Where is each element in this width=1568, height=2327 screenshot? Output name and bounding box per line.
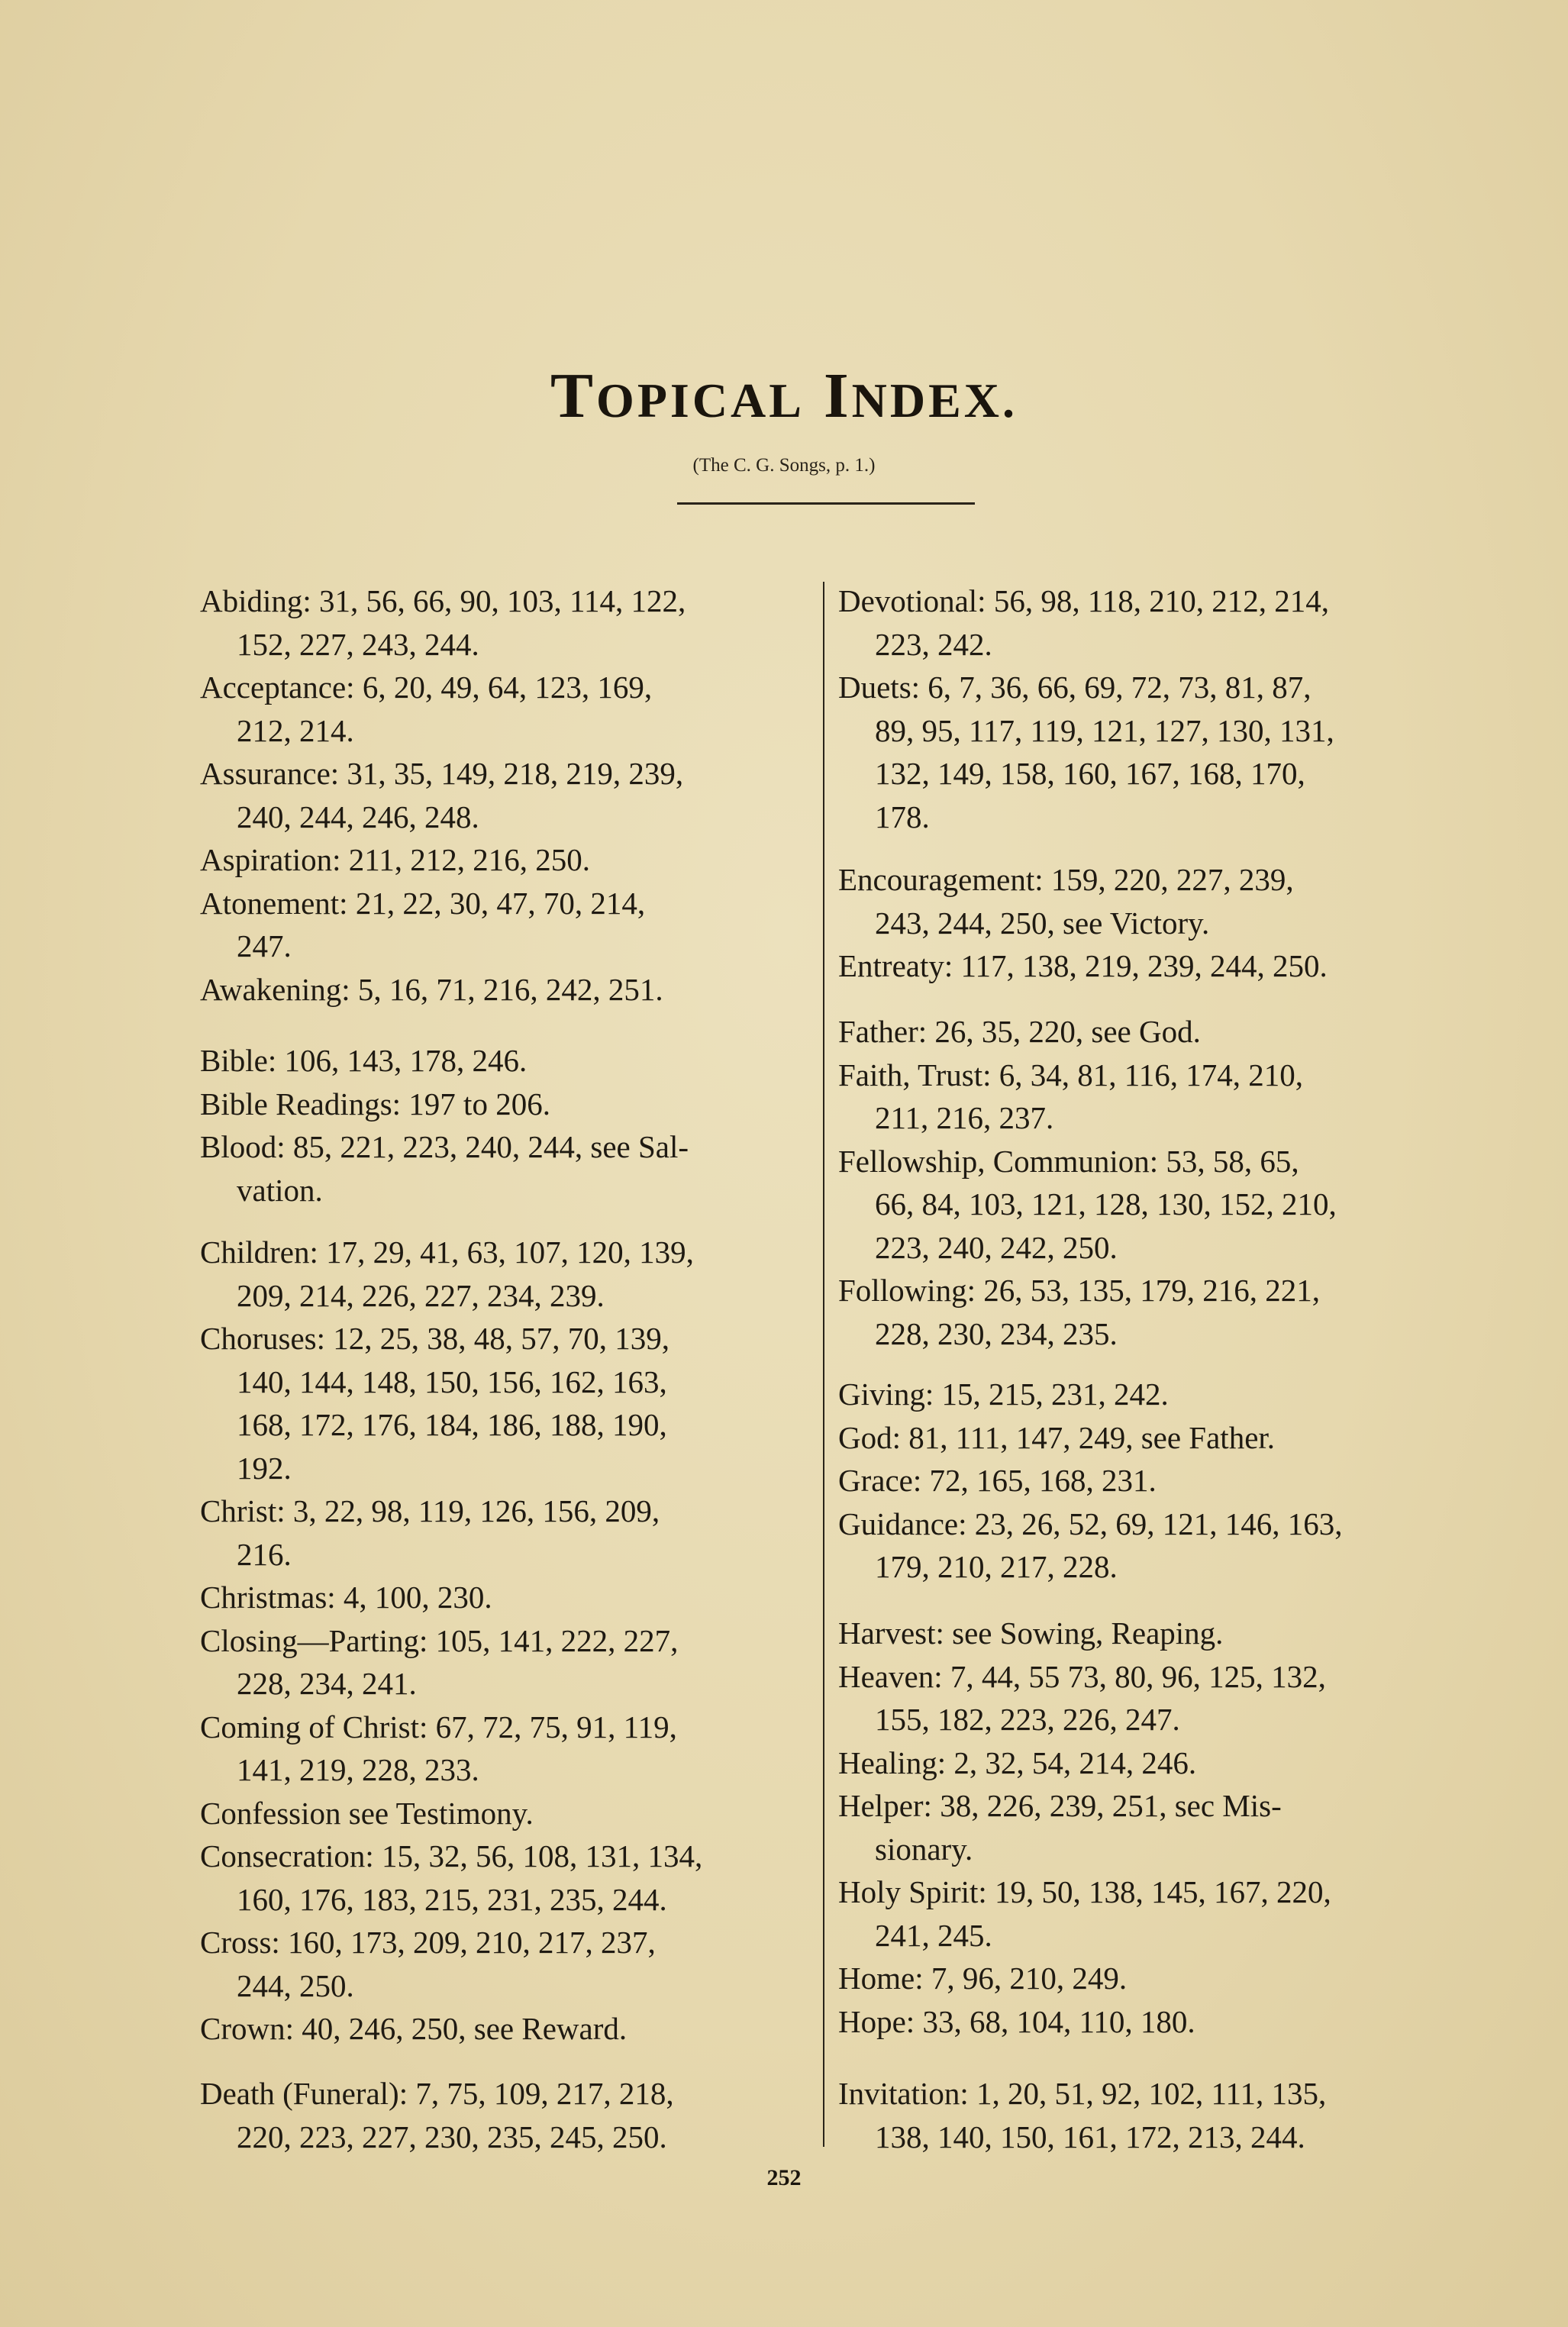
index-entry	[838, 666, 1449, 838]
index-entry	[838, 1741, 1449, 1785]
entry-line: Harvest: see Sowing, Reaping.	[838, 1615, 1224, 1651]
entry-line: Choruses: 12, 25, 38, 48, 57, 70, 139,	[200, 1321, 669, 1356]
entry-line: Giving: 15, 215, 231, 242.	[838, 1377, 1169, 1412]
entry-continuation-line: 244, 250.	[237, 1967, 354, 2003]
index-entry	[200, 752, 811, 838]
index-group	[838, 1373, 1449, 1589]
index-group	[200, 1039, 811, 1212]
entry-line: Confession see Testimony.	[200, 1795, 534, 1831]
entry-continuation-line: vation.	[237, 1172, 323, 1208]
entry-continuation-line: 209, 214, 226, 227, 234, 239.	[237, 1277, 605, 1313]
entry-continuation-line: 211, 216, 237.	[875, 1100, 1054, 1135]
index-entry	[200, 838, 811, 882]
entry-continuation-line: 243, 244, 250, see Victory.	[875, 905, 1210, 941]
entry-continuation-line: 138, 140, 150, 161, 172, 213, 244.	[875, 2119, 1305, 2154]
index-group	[838, 1612, 1449, 2043]
entry-continuation-line: 141, 219, 228, 233.	[237, 1752, 479, 1787]
entry-continuation-line: 212, 214.	[237, 712, 354, 748]
entry-continuation-line: 168, 172, 176, 184, 186, 188, 190,	[237, 1407, 667, 1442]
index-entry	[838, 1269, 1449, 1355]
entry-continuation-line: 132, 149, 158, 160, 167, 168, 170,	[875, 756, 1305, 791]
entry-continuation-line: 140, 144, 148, 150, 156, 162, 163,	[237, 1364, 667, 1399]
entry-line: Atonement: 21, 22, 30, 47, 70, 214,	[200, 885, 646, 921]
index-entry	[838, 1416, 1449, 1460]
entry-line: Acceptance: 6, 20, 49, 64, 123, 169,	[200, 670, 653, 705]
entry-line: Following: 26, 53, 135, 179, 216, 221,	[838, 1273, 1320, 1308]
page-title: TOPICAL INDEX.	[550, 360, 1018, 431]
entry-line: Encouragement: 159, 220, 227, 239,	[838, 862, 1294, 897]
index-entry	[838, 1784, 1449, 1870]
entry-continuation-line: sionary.	[875, 1831, 973, 1867]
entry-continuation-line: 89, 95, 117, 119, 121, 127, 130, 131,	[875, 712, 1334, 748]
entry-continuation-line: 220, 223, 227, 230, 235, 245, 250.	[237, 2119, 667, 2154]
entry-line: Holy Spirit: 19, 50, 138, 145, 167, 220,	[838, 1874, 1331, 1909]
index-entry	[200, 2007, 811, 2051]
entry-line: Duets: 6, 7, 36, 66, 69, 72, 73, 81, 87,	[838, 670, 1312, 705]
entry-continuation-line: 179, 210, 217, 228.	[875, 1549, 1118, 1584]
entry-continuation-line: 152, 227, 243, 244.	[237, 626, 479, 662]
entry-line: Blood: 85, 221, 223, 240, 244, see Sal-	[200, 1129, 689, 1164]
index-entry	[200, 666, 811, 752]
entry-line: Grace: 72, 165, 168, 231.	[838, 1463, 1157, 1498]
index-entry	[200, 1619, 811, 1706]
index-entry	[200, 1317, 811, 1489]
index-entry	[200, 1835, 811, 1921]
page-number: 252	[766, 2165, 802, 2190]
entry-continuation-line: 66, 84, 103, 121, 128, 130, 152, 210,	[875, 1186, 1337, 1222]
index-entry	[838, 579, 1449, 666]
index-entry	[838, 1957, 1449, 2000]
entry-line: Guidance: 23, 26, 52, 69, 121, 146, 163,	[838, 1506, 1343, 1541]
index-entry	[200, 882, 811, 968]
index-entry	[200, 1792, 811, 1835]
entry-continuation-line: 178.	[875, 799, 930, 834]
index-entry	[838, 1502, 1449, 1589]
index-entry	[200, 1706, 811, 1792]
index-entry	[838, 1870, 1449, 1957]
index-entry	[200, 1231, 811, 1317]
entry-line: Fellowship, Communion: 53, 58, 65,	[838, 1143, 1299, 1179]
index-entry	[838, 1655, 1449, 1741]
index-entry	[838, 1612, 1449, 1655]
index-entry	[838, 1140, 1449, 1270]
entry-line: God: 81, 111, 147, 249, see Father.	[838, 1419, 1276, 1455]
entry-continuation-line: 192.	[237, 1450, 292, 1486]
index-entry	[838, 944, 1449, 988]
entry-continuation-line: 155, 182, 223, 226, 247.	[875, 1702, 1180, 1737]
entry-continuation-line: 216.	[237, 1536, 292, 1572]
entry-line: Home: 7, 96, 210, 249.	[838, 1961, 1128, 1996]
entry-continuation-line: 228, 230, 234, 235.	[875, 1315, 1118, 1351]
entry-line: Aspiration: 211, 212, 216, 250.	[200, 842, 590, 877]
index-group	[200, 2072, 811, 2158]
entry-continuation-line: 228, 234, 241.	[237, 1666, 417, 1701]
entry-line: Father: 26, 35, 220, see God.	[838, 1014, 1201, 1049]
entry-line: Death (Funeral): 7, 75, 109, 217, 218,	[200, 2076, 674, 2111]
entry-line: Consecration: 15, 32, 56, 108, 131, 134,	[200, 1838, 703, 1874]
index-group	[838, 1010, 1449, 1355]
index-entry	[200, 579, 811, 666]
entry-continuation-line: 223, 240, 242, 250.	[875, 1229, 1118, 1265]
index-entry	[200, 968, 811, 1012]
entry-continuation-line: 240, 244, 246, 248.	[237, 799, 479, 834]
page-subtitle: (The C. G. Songs, p. 1.)	[692, 455, 876, 476]
index-entry	[200, 1125, 811, 1212]
entry-line: Healing: 2, 32, 54, 214, 246.	[838, 1744, 1197, 1780]
index-entry	[200, 1039, 811, 1083]
index-entry	[838, 1054, 1449, 1140]
index-entry	[838, 858, 1449, 944]
index-group	[838, 2072, 1449, 2158]
index-entry	[200, 1083, 811, 1126]
column-divider	[823, 582, 824, 2147]
index-entry	[200, 1489, 811, 1576]
entry-line: Devotional: 56, 98, 118, 210, 212, 214,	[838, 583, 1330, 618]
entry-line: Invitation: 1, 20, 51, 92, 102, 111, 135,	[838, 2076, 1327, 2111]
index-entry	[838, 1459, 1449, 1502]
index-entry	[838, 1010, 1449, 1054]
entry-line: Coming of Christ: 67, 72, 75, 91, 119,	[200, 1709, 677, 1744]
index-entry	[200, 2072, 811, 2158]
index-entry	[838, 2000, 1449, 2044]
entry-line: Faith, Trust: 6, 34, 81, 116, 174, 210,	[838, 1057, 1304, 1092]
entry-line: Christmas: 4, 100, 230.	[200, 1580, 492, 1615]
entry-line: Hope: 33, 68, 104, 110, 180.	[838, 2003, 1195, 2039]
entry-continuation-line: 223, 242.	[875, 626, 992, 662]
entry-line: Assurance: 31, 35, 149, 218, 219, 239,	[200, 756, 684, 791]
entry-continuation-line: 247.	[237, 928, 292, 963]
index-entry	[838, 1373, 1449, 1416]
entry-line: Abiding: 31, 56, 66, 90, 103, 114, 122,	[200, 583, 686, 618]
entry-line: Crown: 40, 246, 250, see Reward.	[200, 2011, 628, 2046]
index-group	[838, 858, 1449, 988]
entry-line: Closing—Parting: 105, 141, 222, 227,	[200, 1622, 679, 1658]
title-rule	[677, 502, 975, 505]
index-entry	[200, 1576, 811, 1619]
index-entry	[200, 1921, 811, 2007]
entry-line: Heaven: 7, 44, 55 73, 80, 96, 125, 132,	[838, 1658, 1326, 1694]
index-group	[838, 579, 1449, 838]
entry-continuation-line: 160, 176, 183, 215, 231, 235, 244.	[237, 1881, 667, 1917]
entry-line: Bible: 106, 143, 178, 246.	[200, 1043, 528, 1078]
index-group	[200, 579, 811, 1011]
entry-line: Helper: 38, 226, 239, 251, sec Mis-	[838, 1788, 1282, 1823]
entry-line: Children: 17, 29, 41, 63, 107, 120, 139,	[200, 1235, 694, 1270]
index-group	[200, 1231, 811, 2051]
entry-line: Bible Readings: 197 to 206.	[200, 1086, 550, 1122]
entry-line: Entreaty: 117, 138, 219, 239, 244, 250.	[838, 948, 1328, 983]
entry-line: Cross: 160, 173, 209, 210, 217, 237,	[200, 1925, 656, 1960]
entry-continuation-line: 241, 245.	[875, 1917, 992, 1953]
entry-line: Awakening: 5, 16, 71, 216, 242, 251.	[200, 971, 663, 1007]
entry-line: Christ: 3, 22, 98, 119, 126, 156, 209,	[200, 1493, 660, 1528]
index-entry	[838, 2072, 1449, 2158]
